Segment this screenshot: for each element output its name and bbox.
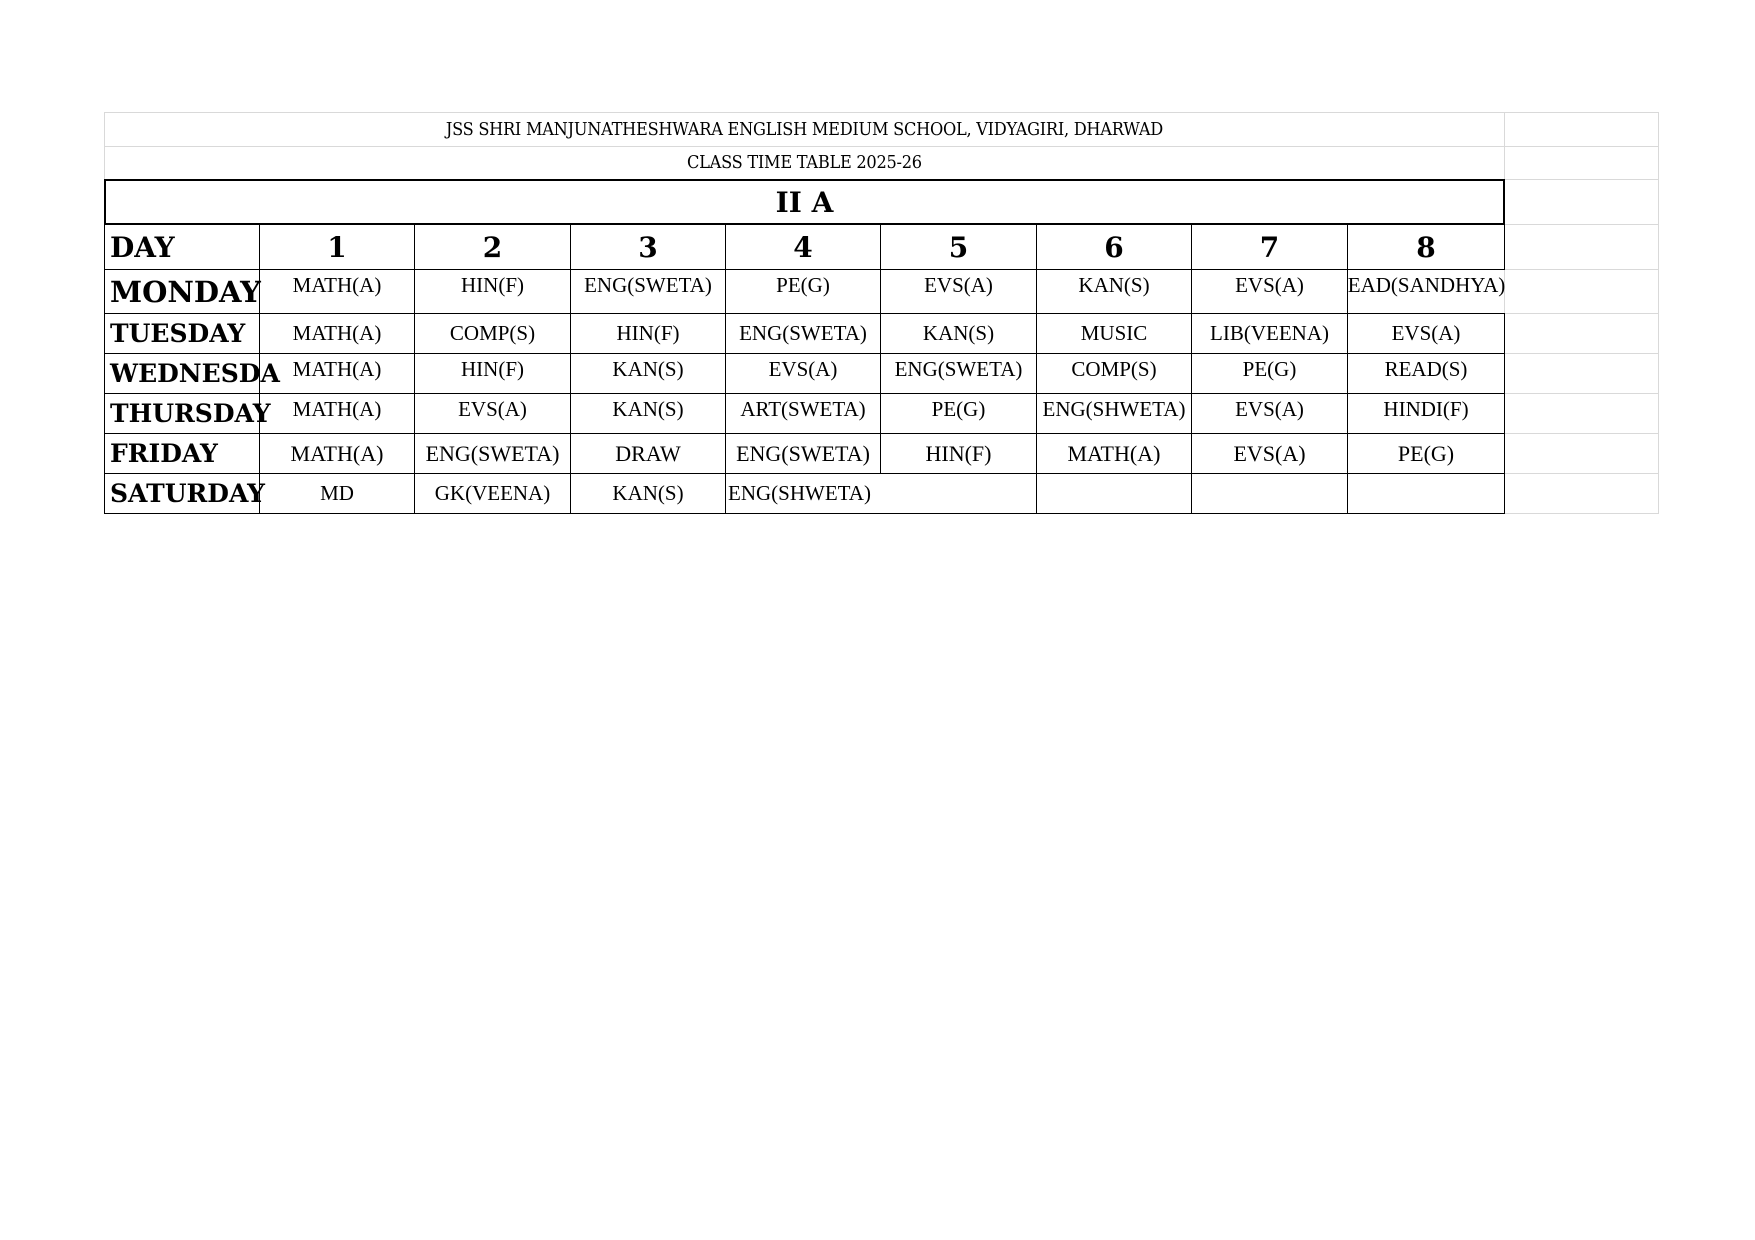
period-subject: ENG(SWETA) bbox=[425, 440, 560, 466]
day-label-tuesday: TUESDAY bbox=[104, 313, 260, 354]
period-header: 8 bbox=[1347, 224, 1505, 270]
period-cell bbox=[1347, 269, 1505, 314]
school-name-row bbox=[104, 112, 1504, 146]
period-cell bbox=[259, 433, 415, 474]
period-subject: MATH(A) bbox=[290, 440, 384, 466]
period-cell-merged bbox=[725, 473, 1037, 514]
period-cell bbox=[1347, 433, 1505, 474]
period-header: 4 bbox=[725, 224, 881, 270]
period-subject: ART(SWETA) bbox=[740, 397, 866, 421]
period-subject: ENG(SHWETA) bbox=[1042, 397, 1186, 421]
timetable-sheet bbox=[104, 112, 1659, 514]
period-subject: EVS(A) bbox=[1391, 321, 1461, 345]
period-cell bbox=[880, 353, 1037, 394]
period-cell bbox=[1036, 353, 1192, 394]
period-subject: KAN(S) bbox=[922, 321, 995, 345]
period-cell bbox=[880, 269, 1037, 314]
period-cell bbox=[1191, 269, 1348, 314]
period-cell bbox=[570, 313, 726, 354]
gridline bbox=[1658, 112, 1659, 514]
period-cell bbox=[1191, 433, 1348, 474]
period-subject: KAN(S) bbox=[612, 357, 684, 381]
period-subject: EVS(A) bbox=[768, 357, 838, 381]
day-label-wednesday: WEDNESDA bbox=[104, 353, 260, 394]
period-subject: EVS(A) bbox=[1235, 273, 1304, 297]
period-cell bbox=[570, 269, 726, 314]
period-cell bbox=[1036, 433, 1192, 474]
period-subject: EVS(A) bbox=[1233, 440, 1306, 466]
period-cell bbox=[414, 473, 571, 514]
period-cell bbox=[1036, 393, 1192, 434]
table-title-row bbox=[104, 146, 1504, 179]
period-cell bbox=[414, 269, 571, 314]
period-cell bbox=[414, 393, 571, 434]
period-cell bbox=[880, 433, 1037, 474]
period-cell bbox=[725, 393, 881, 434]
period-subject: ENG(SWETA) bbox=[894, 357, 1023, 381]
period-header: 5 bbox=[880, 224, 1037, 270]
period-cell bbox=[1036, 473, 1192, 514]
period-cell bbox=[414, 433, 571, 474]
period-cell bbox=[725, 313, 881, 354]
period-cell bbox=[1347, 473, 1505, 514]
period-cell bbox=[570, 433, 726, 474]
period-subject: HIN(F) bbox=[461, 273, 524, 297]
period-subject: ENG(SWETA) bbox=[739, 321, 867, 345]
period-subject: HINDI(F) bbox=[1383, 397, 1469, 421]
period-cell bbox=[725, 353, 881, 394]
period-cell bbox=[725, 433, 881, 474]
period-header: 7 bbox=[1191, 224, 1348, 270]
period-header: 1 bbox=[259, 224, 415, 270]
period-header: 2 bbox=[414, 224, 571, 270]
period-cell bbox=[1191, 393, 1348, 434]
period-subject: LIB(VEENA) bbox=[1210, 321, 1329, 345]
period-cell bbox=[1191, 473, 1348, 514]
period-subject: DRAW bbox=[615, 440, 681, 466]
period-cell bbox=[570, 473, 726, 514]
period-cell bbox=[259, 393, 415, 434]
period-cell bbox=[1347, 393, 1505, 434]
day-label-friday: FRIDAY bbox=[104, 433, 260, 474]
period-cell bbox=[1036, 269, 1192, 314]
period-subject: HIN(F) bbox=[616, 321, 680, 345]
day-label-thursday: THURSDAY bbox=[104, 393, 260, 434]
period-cell bbox=[880, 313, 1037, 354]
period-subject: READ(S) bbox=[1384, 357, 1468, 381]
period-cell bbox=[725, 269, 881, 314]
period-cell bbox=[1347, 353, 1505, 394]
period-cell bbox=[570, 353, 726, 394]
period-header: 3 bbox=[570, 224, 726, 270]
period-header: 6 bbox=[1036, 224, 1192, 270]
period-subject: KAN(S) bbox=[612, 481, 684, 505]
period-subject: ENG(SHWETA) bbox=[728, 481, 871, 505]
period-subject: MATH(A) bbox=[292, 397, 382, 421]
period-cell bbox=[880, 393, 1037, 434]
period-subject: MATH(A) bbox=[292, 273, 382, 297]
period-subject: PE(G) bbox=[1242, 357, 1297, 381]
period-subject: EVS(A) bbox=[458, 397, 527, 421]
period-subject: PE(G) bbox=[931, 397, 986, 421]
period-subject: MATH(A) bbox=[292, 321, 382, 345]
period-cell bbox=[259, 313, 415, 354]
period-cell bbox=[259, 353, 415, 394]
school-name: JSS SHRI MANJUNATHESHWARA ENGLISH MEDIUM SCHOOL, VIDYAGIRI, DHARWAD bbox=[445, 118, 1163, 140]
period-cell bbox=[414, 313, 571, 354]
period-cell bbox=[1036, 313, 1192, 354]
period-subject: COMP(S) bbox=[449, 321, 536, 345]
period-cell bbox=[570, 393, 726, 434]
period-subject: ENG(SWETA) bbox=[584, 273, 712, 297]
period-subject: MATH(A) bbox=[1067, 440, 1161, 466]
period-cell bbox=[1191, 313, 1348, 354]
period-subject: HIN(F) bbox=[925, 440, 992, 466]
period-subject: EVS(A) bbox=[924, 273, 993, 297]
period-subject: EVS(A) bbox=[1235, 397, 1304, 421]
period-cell bbox=[1191, 353, 1348, 394]
period-subject: MD bbox=[320, 481, 354, 505]
period-subject: EAD(SANDHYA) bbox=[1347, 273, 1506, 297]
period-subject: KAN(S) bbox=[1078, 273, 1150, 297]
period-subject: PE(G) bbox=[1397, 440, 1455, 466]
period-subject: PE(G) bbox=[776, 273, 830, 297]
period-subject: KAN(S) bbox=[612, 397, 684, 421]
day-column-header: DAY bbox=[104, 224, 260, 270]
class-name: II A bbox=[104, 179, 1505, 225]
period-cell bbox=[414, 353, 571, 394]
period-subject: MATH(A) bbox=[292, 357, 382, 381]
period-cell bbox=[1347, 313, 1505, 354]
period-subject: GK(VEENA) bbox=[434, 481, 551, 505]
day-label-saturday: SATURDAY bbox=[104, 473, 260, 514]
period-cell bbox=[259, 473, 415, 514]
table-title: CLASS TIME TABLE 2025-26 bbox=[686, 152, 922, 173]
period-cell bbox=[259, 269, 415, 314]
period-subject: MUSIC bbox=[1080, 321, 1148, 345]
day-label-monday: MONDAY bbox=[104, 269, 260, 314]
period-subject: HIN(F) bbox=[461, 357, 524, 381]
period-subject: ENG(SWETA) bbox=[736, 440, 870, 466]
period-subject: COMP(S) bbox=[1071, 357, 1157, 381]
